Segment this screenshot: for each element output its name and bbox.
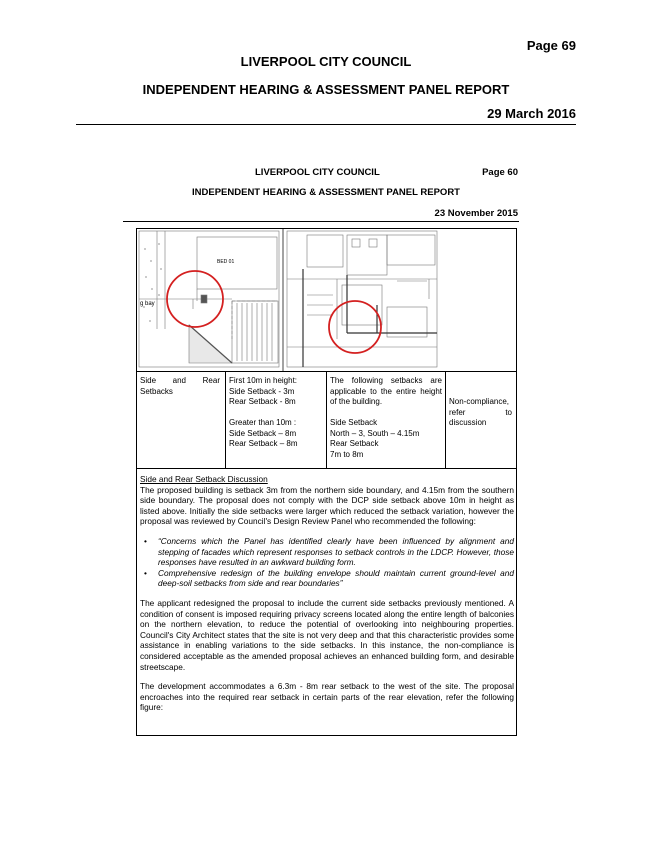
header-rule [76,124,576,125]
compliance-cell: Non-compliance, refer to discussion [449,397,512,427]
inner-report-date: 23 November 2015 [434,208,518,219]
inner-report-heading: INDEPENDENT HEARING & ASSESSMENT PANEL REPORT [192,187,460,198]
control-requirements-cell [229,376,323,450]
table-divider [136,468,517,469]
setback-category-cell: Side and Rear Setbacks [140,376,220,396]
report-heading: INDEPENDENT HEARING & ASSESSMENT PANEL REPORT [142,82,510,97]
discussion-paragraph: The proposed building is setback 3m from the northern side boundary, and 4.15m from the southern side boundary. The proposal does not comply with the DCP side setback above 10m in height as listed above. Initially the side setbacks were larger which reduced the setback variation, however the proposal was reviewed by Council's Design Review Panel who recommended the following: [140,484,514,527]
inner-page-number: Page 60 [482,167,518,178]
setback-discussion [140,474,514,722]
list-item: • Comprehensive redesign of the building envelope should maintain current ground-level and deep-soil setbacks from side and rear boundaries” [158,568,514,589]
control-line: Rear Setback - 8m [229,397,296,406]
floor-plan-image [137,229,516,371]
proposal-line: North – 3, South – 4.15m [330,428,420,438]
list-item: • “Concerns which the Panel has identified clearly have been influenced by alignment and stepping of facades which represent responses to setback controls in the LDCP. However, those responses have resulted in an awkward building form. [158,536,514,568]
control-line [229,408,323,419]
control-line: Side Setback – 8m [229,428,297,438]
proposal-cell [330,376,442,460]
discussion-paragraph: The applicant redesigned the proposal to include the current side setbacks previously mentioned. A condition of consent is imposed requiring privacy screens located along the entire length of balconies on the northern elevation, to reduce the potential of overlooking into neighbouring properties. Council's City Architect states that the site is not very deep and that this characteristic provides some assistance in enabling variations to the side setbacks. In this instance, the non-compliance is considered acceptable as the amended proposal achieves an enhanced building form, and desirable streetscape. [140,597,514,672]
inner-council-heading: LIVERPOOL CITY COUNCIL [255,167,380,178]
plan-bed-label: BED 01 [217,259,235,265]
table-column-divider [326,372,327,468]
table-column-divider [225,372,226,468]
panel-recommendations-list [140,536,514,589]
proposal-intro: The following setbacks are applicable to the entire height of the building. [330,376,442,406]
inner-header-rule [123,221,519,222]
control-line: Side Setback - 3m [229,386,295,396]
control-line: First 10m in height: [229,376,298,385]
discussion-paragraph: The development accommodates a 6.3m - 8m rear setback to the west of the site. The proposal encroaches into the required rear setback in certain parts of the rear elevation, refer the following figure: [140,681,514,713]
proposal-line: 7m to 8m [330,449,364,459]
report-date: 29 March 2016 [487,106,576,121]
control-line: Greater than 10m : [229,418,297,427]
table-column-divider [445,372,446,468]
page-number: Page 69 [526,38,576,53]
plan-bay-label: g bay [140,301,155,307]
proposal-line: Side Setback [330,418,378,427]
discussion-title: Side and Rear Setback Discussion [140,474,268,484]
control-line: Rear Setback – 8m [229,439,298,448]
proposal-line: Rear Setback [330,439,379,448]
council-heading: LIVERPOOL CITY COUNCIL [240,54,412,69]
